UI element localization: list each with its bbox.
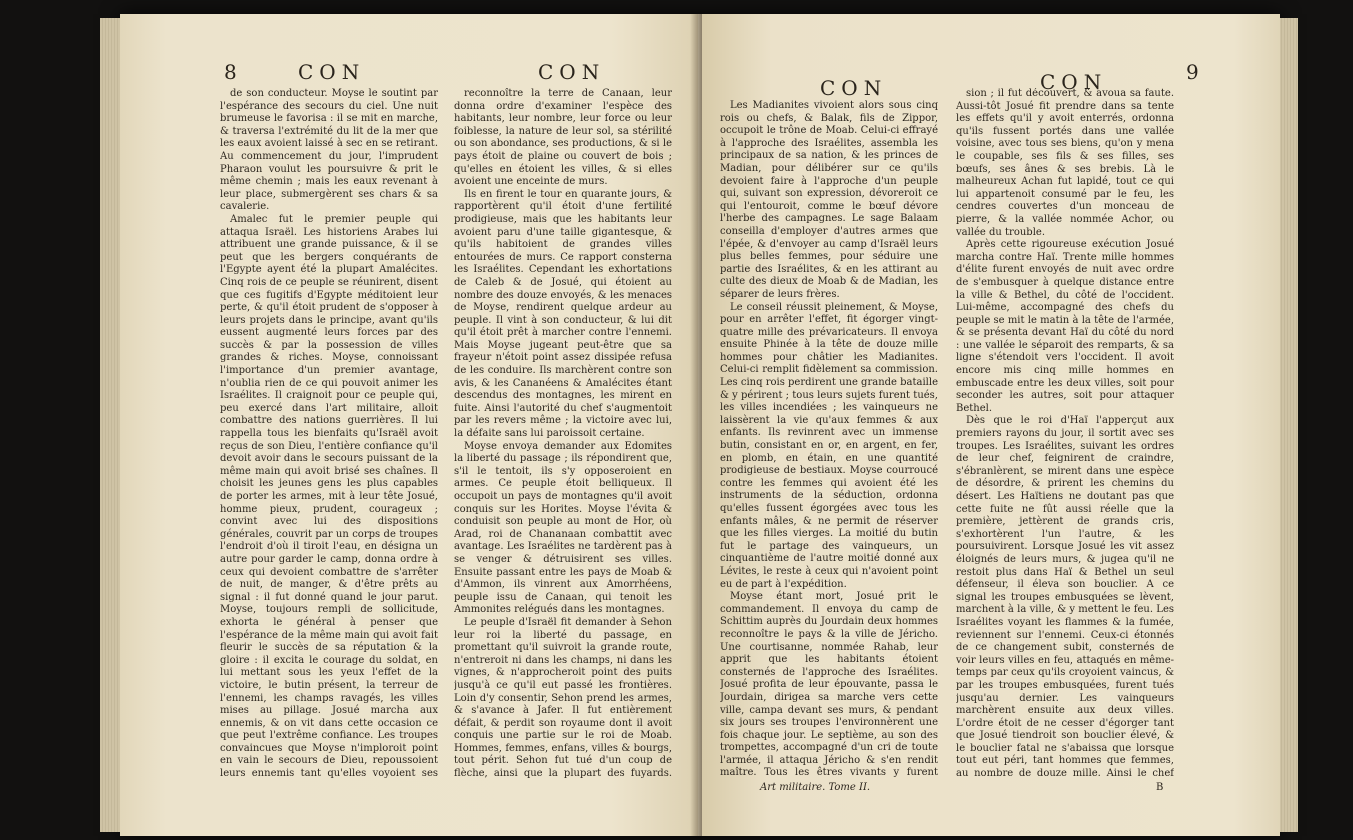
paragraph: Après cette rigoureuse exécution Josué marcha contre Haï. Trente mille hommes d'élite furent envoyés de nuit avec ordre de s'embusquer à quelque distance entre la ville & Bethel, du côté de l'occident. Lui-même, accompagné des chefs du peuple se mit le matin à la tête de l'armée, & se présenta devant Haï du côté du nord : une vallée le séparoit des remparts, & sa ligne s'étendoit vers l'occident. Il avoit encore mis cinq mille hommes en embuscade entre les deux villes, soit pour seconder les autres, soit pour attaquer Bethel. (956, 239, 1174, 414)
paragraph: Moyse étant mort, Josué prit le commandement. Il envoya du camp de Schittim auprès du Jourdain deux hommes reconnoître le pays & la ville de Jéricho. Une courtisanne, nommée Rahab, leur apprit que les habitants étoient consternés de l'approche des Israélites. Josué profita de leur épouvante, passa le Jourdain, dirigea sa marche vers cette ville, campa devant ses murs, & pendant six jours ses troupes l'environnèrent une fois chaque jour. Le septième, au son des trompettes, accompagné d'un cri de toute l'armée, il attaqua Jéricho & s'en rendit maître. Tous les êtres vivants y furent (720, 591, 938, 779)
paragraph: Les Madianites vivoient alors sous cinq rois ou chefs, & Balak, fils de Zippor, occupoit le trône de Moab. Celui-ci effrayé à l'approche des Israélites, assembla les principaux de sa nation, & les princes de Madian, pour délibérer sur ce qu'ils devoient faire à l'approche d'un peuple qui, suivant son expression, dévoreroit ce qui l'entouroit, comme le bœuf dévore l'herbe des campagnes. Le sage Balaam conseilla d'employer d'autres armes que l'épée, & d'envoyer au camp d'Israël leurs plus belles femmes, pour séduire une partie des Israélites, & en les attirant au culte des dieux de Moab & de Madian, les séparer de leurs frères. (720, 100, 938, 300)
left-page (120, 14, 698, 836)
running-head: CON (538, 60, 606, 84)
paragraph: sion ; il fut découvert, & avoua sa faute. Aussi-tôt Josué fit prendre dans sa tente les effets qu'il y avoit enterrés, ordonna qu'ils fussent portés dans une vallée voisine, avec tous ses biens, qu'on y mena le coupable, ses fils & ses filles, ses bœufs, ses ânes & ses brebis. Là le malheureux Achan fut lapidé, tout ce qui lui appartenoit consumé par le feu, les cendres couvertes d'un monceau de pierre, & la vallée nommée Achor, ou vallée du trouble. (956, 88, 1174, 238)
paragraph: reconnoître la terre de Canaan, leur donna ordre d'examiner l'espèce des habitants, leur nombre, leur force ou leur foiblesse, la nature de leur sol, sa stérilité ou son abondance, ses productions, & si le pays étoit de plaine ou couvert de bois ; qu'elles en étoient les villes, & si elles avoient une enceinte de murs. (454, 88, 672, 188)
footer-title: Art militaire. Tome II. (760, 782, 871, 793)
text-column-2 (454, 88, 672, 778)
page-number: 8 (224, 60, 237, 84)
running-head: CON (1040, 70, 1108, 94)
running-head: CON (298, 60, 366, 84)
text-column-2 (956, 88, 1174, 778)
paragraph: Dès que le roi d'Haï l'apperçut aux premiers rayons du jour, il sortit avec ses troupes. Les Israélites, suivant les ordres de leur chef, feignirent de craindre, s'ébranlèrent, se mirent dans une espèce de désordre, & prirent les chemins du désert. Les Haïtiens ne doutant pas que cette fuite ne fût aussi réelle que la première, jettèrent de grands cris, s'exhortèrent l'un l'autre, & les poursuivirent. Lorsque Josué les vit assez éloignés de leurs murs, & jugea qu'il ne restoit plus dans Haï & Bethel un seul défenseur, il éleva son bouclier. A ce signal les troupes embusquées se lèvent, marchent à la ville, & y mettent le feu. Les Israélites voyant les flammes & la fumée, reviennent sur l'ennemi. Ceux-ci étonnés de ce changement subit, consternés de voir leurs villes en feu, attaqués en même-temps par ceux qu'ils croyoient vaincus, & par les troupes embusquées, furent tués jusqu'au dernier. Les vainqueurs marchèrent ensuite aux deux villes. L'ordre étoit de ne cesser d'égorger tant que Josué tiendroit son bouclier élevé, & le bouclier fatal ne s'abaissa que lorsque tout eut péri, tant hommes que femmes, au nombre de douze mille. Ainsi le chef (956, 415, 1174, 778)
paragraph: Moyse envoya demander aux Edomites la liberté du passage ; ils répondirent que, s'il le tentoit, ils s'y opposeroient en armes. Ce peuple étoit belliqueux. Il occupoit un pays de montagnes qu'il avoit conquis sur les Horites. Moyse l'évita & conduisit son peuple au mont de Hor, où Arad, roi de Chananaan combattit avec avantage. Les Israélites ne tardèrent pas à se venger & détruisirent ses villes. Ensuite passant entre les pays de Moab & d'Ammon, ils vinrent aux Amorrhéens, peuple issu de Canaan, qui tenoit les Ammonites relégués dans les montagnes. (454, 440, 672, 616)
text-column-1 (220, 88, 438, 778)
paragraph: Le peuple d'Israël fit demander à Sehon leur roi la liberté du passage, en promettant qu'il suivroit la grande route, n'entreroit ni dans les champs, ni dans les vignes, & n'approcheroit point des puits jusqu'à ce qu'il eut passé les frontières. Loin d'y consentir, Sehon prend les armes, & s'avance à Jafer. Il fut entièrement défait, & perdit son royaume dont il avoit conquis une partie sur le roi de Moab. Hommes, femmes, enfans, villes & bourgs, tout périt. Sehon fut tué d'un coup de flèche, ainsi que la plupart des fuyards. (454, 616, 672, 778)
paragraph: Le conseil réussit pleinement, & Moyse, pour en arrêter l'effet, fit égorger vingt-quatre mille des prévaricateurs. Il envoya ensuite Phinée à la tête de douze mille hommes pour châtier les Madianites. Celui-ci remplit fidèlement sa commission. Les cinq rois perdirent une grande bataille & y périrent ; tous leurs sujets furent tués, les villes incendiées ; les vainqueurs ne laissèrent la vie qu'aux femmes & aux enfants. Ils revinrent avec un immense butin, consistant en or, en argent, en fer, en plomb, en étain, en une quantité prodigieuse de bestiaux. Moyse courroucé contre les femmes qui avoient été les instruments de la séduction, ordonna qu'elles fussent égorgées avec tous les enfants mâles, & ne permit de réserver que les filles vierges. La moitié du butin fut le partage des vainqueurs, un cinquantième de l'autre moitié donné aux Lévites, le reste à ceux qui n'avoient point eu de part à l'expédition. (720, 301, 938, 590)
text-column-1 (720, 100, 938, 780)
page-number: 9 (1186, 60, 1199, 84)
running-head: CON (820, 76, 888, 100)
signature-mark: B (1156, 782, 1164, 793)
paragraph: Ils en firent le tour en quarante jours, & rapportèrent qu'il étoit d'une fertilité prodigieuse, mais que les habitants leur avoient paru d'une taille gigantesque, & qu'ils habitoient de grandes villes entourées de murs. Ce rapport consterna les Israélites. Cependant les exhortations de Caleb & de Josué, qui étoient au nombre des douze envoyés, & les menaces de Moyse, rendirent quelque ardeur au peuple. Il vint à son conducteur, & lui dit qu'il étoit prêt à marcher contre l'ennemi. Mais Moyse jugeant peut-être que sa frayeur n'étoit point assez dissipée refusa de les conduire. Ils marchèrent contre son avis, & les Cananéens & Amalécites étant descendus des montagnes, les mirent en fuite. Ainsi l'autorité du chef s'augmentoit par les revers même ; la victoire avec lui, la défaite sans lui paroissoit certaine. (454, 188, 672, 440)
paragraph: Amalec fut le premier peuple qui attaqua Israël. Les historiens Arabes lui attribuent une grande puissance, & il se peut que les bergers conquérants de l'Egypte ayent été la plupart Amalécites. Cinq rois de ce peuple se réunirent, disent que ces fugitifs d'Egypte méditoient leur perte, & qu'il étoit prudent de s'opposer à leurs projets dans le principe, avant qu'ils eussent augmenté leurs forces par des succès & par la possession de villes grandes & riches. Moyse, connoissant l'importance d'un premier avantage, n'oublia rien de ce qui pouvoit animer les Israélites. Il craignoit pour ce peuple qui, peu exercé dans l'art militaire, alloit combattre des nations guerrières. Il lui rappella tous les bienfaits qu'Israël avoit reçus de son Dieu, l'entière confiance qu'il devoit avoir dans le secours puissant de la même main qui avoit brisé ses chaînes. Il choisit les jeunes gens les plus capables de porter les armes, mit à leur tête Josué, homme pieux, prudent, courageux ; convint avec lui des dispositions générales, couvrit par un corps de troupes l'endroit d'où il tiroit l'eau, en désigna un autre pour garder le camp, donna ordre à ceux qui devoient combattre de s'arrêter de nuit, de manger, & d'être prêts au signal : il fut donné quand le jour parut. Moyse, toujours rempli de sollicitude, exhorta le général à penser que l'espérance de la même main qui avoit fait fleurir le succès de sa réputation & la gloire : il excita le courage du soldat, en lui mettant sous les yeux l'effet de la victoire, le butin présent, la terreur de l'ennemi, les champs ravagés, les villes mises au pillage. Josué marcha aux ennemis, & on vit dans cette occasion ce que peut l'extrême confiance. Les troupes convaincues que Moyse n'imploroit point en vain le secours de Dieu, repoussoient leurs ennemis tant qu'elles voyoient ses (220, 213, 438, 778)
book-spread (120, 14, 1280, 836)
paragraph: de son conducteur. Moyse le soutint par l'espérance des secours du ciel. Une nuit brumeuse le favorisa : il se mit en marche, & traversa l'extrémité du lit de la mer que les eaux avoient laissé à sec en se retirant. Au commencement du jour, l'imprudent Pharaon voulut les poursuivre & prit le même chemin ; mais les eaux revenant à leur place, submergèrent ses chars & sa cavalerie. (220, 88, 438, 213)
right-page (702, 14, 1280, 836)
